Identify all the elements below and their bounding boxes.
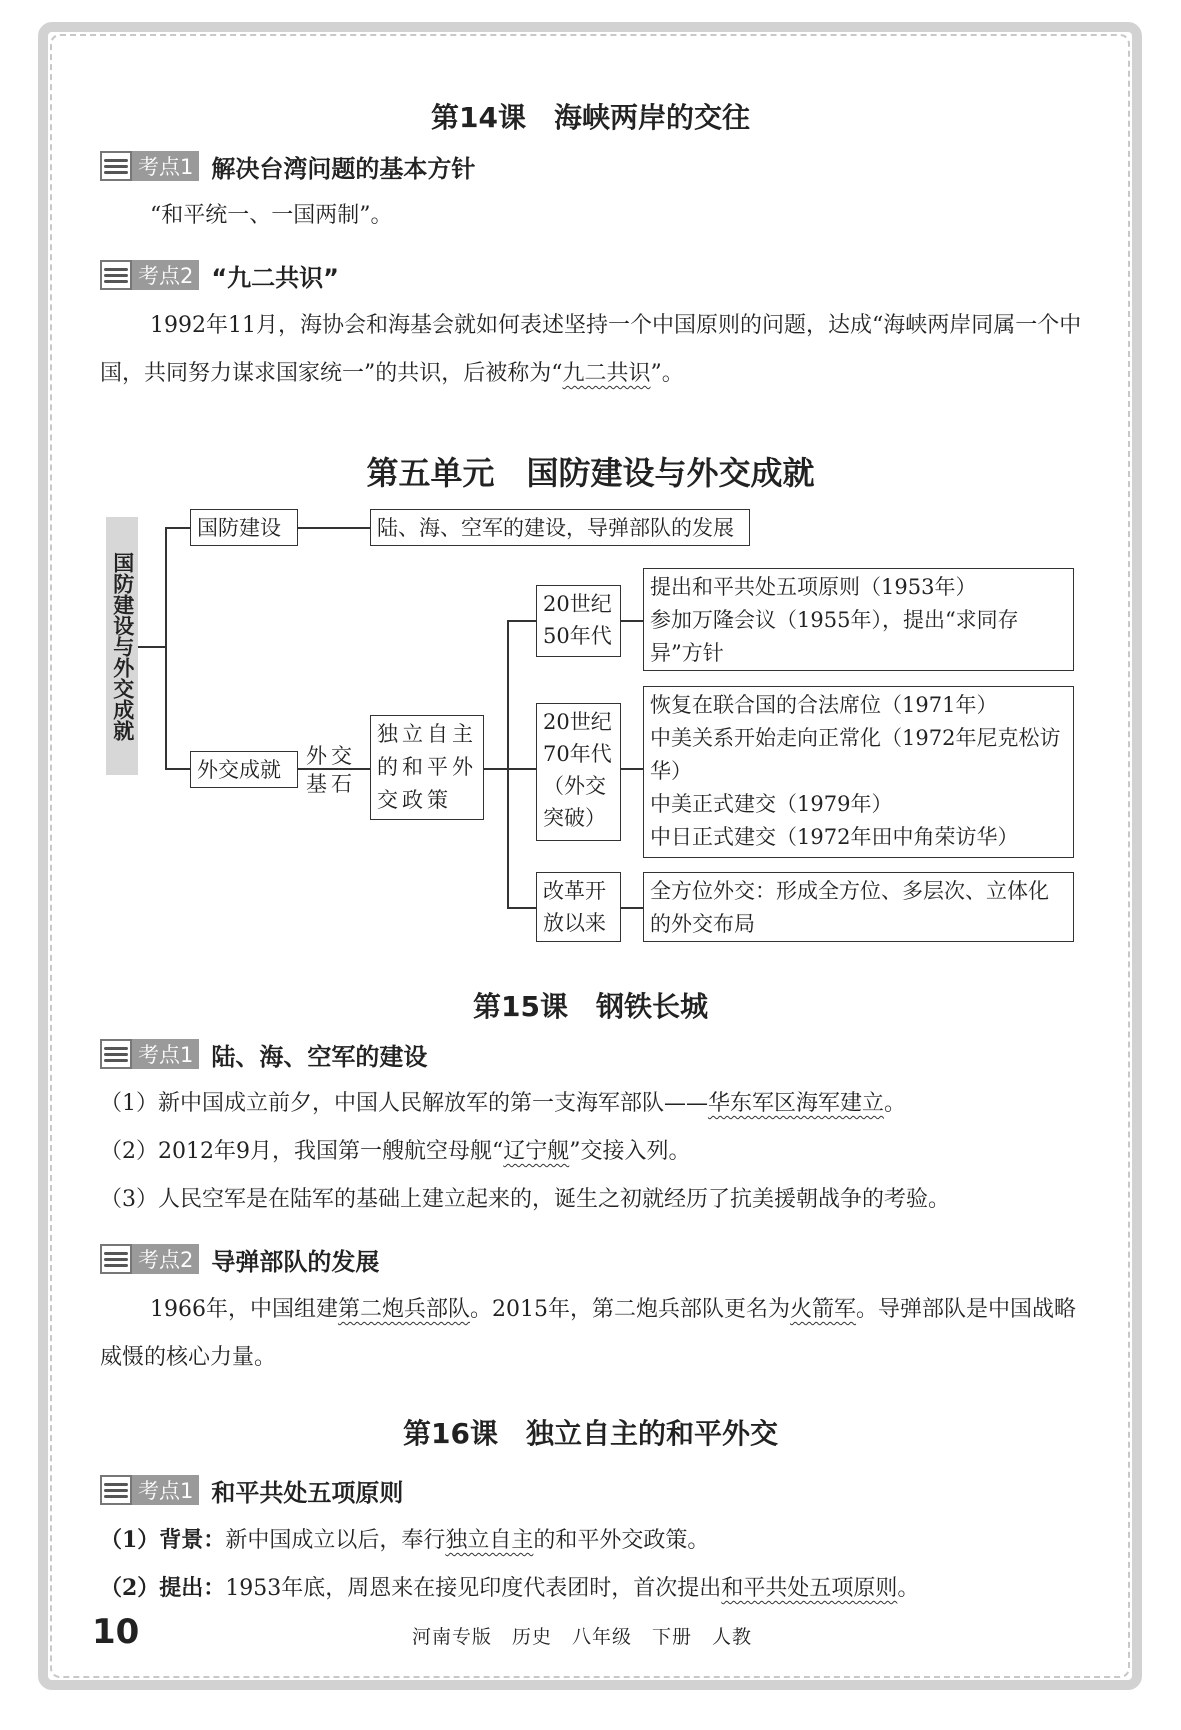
connector-line [507, 620, 537, 622]
mindmap-root [106, 517, 138, 775]
lesson14-kd1-text: “和平统一、一国两制”。 [150, 203, 393, 228]
detail-line: 全方位外交：形成全方位、多层次、立体化的外交布局 [650, 879, 1049, 936]
text-segment: 1966年，中国组建 [150, 1297, 338, 1322]
kaodian-title: 导弹部队的发展 [211, 1247, 380, 1276]
item-label: （1）背景： [100, 1527, 226, 1553]
lesson16-kaodian1 [100, 1474, 403, 1506]
wave-icon [100, 1039, 132, 1069]
text-segment: （1）新中国成立前夕，中国人民解放军的第一支海军部队—— [100, 1091, 708, 1116]
detail-line: 恢复在联合国的合法席位（1971年） [650, 693, 998, 717]
period-1970s-detail [643, 686, 1074, 858]
connector-line [138, 646, 166, 648]
cornerstone-label: 外交基石 [306, 744, 356, 796]
period-1970s: 20世纪70年代（外交突破） [536, 703, 621, 841]
connector-line [484, 768, 508, 770]
mindmap-diplomacy: 外交成就 [190, 751, 298, 788]
connector-line [165, 527, 167, 769]
lesson14-kd2-text [100, 302, 1085, 398]
connector-line [507, 620, 509, 908]
kaodian-badge [100, 260, 199, 290]
page-number: 10 [92, 1612, 140, 1652]
kaodian-title: “九二共识” [211, 263, 339, 292]
emphasis-text: 独立自主 [445, 1528, 534, 1553]
period-reform-detail [643, 872, 1074, 942]
kaodian-label: 考点2 [138, 264, 194, 288]
lesson15-kd1-item3 [100, 1176, 1085, 1224]
connector-line [507, 768, 537, 770]
connector-line [165, 527, 191, 529]
wave-icon [100, 260, 132, 290]
lesson14-kaodian1 [100, 150, 475, 182]
period-1950s: 20世纪50年代 [536, 585, 621, 657]
lesson16-kd1-background [100, 1516, 1085, 1565]
text-segment: 新中国成立以后，奉行 [225, 1528, 446, 1553]
mindmap-policy: 独立自主的和平外交政策 [370, 715, 484, 820]
lesson-15-title: 第15课 钢铁长城 [473, 990, 708, 1023]
text-segment: 。导弹部队是中国战略威慑的核心力量。 [100, 1297, 1077, 1370]
wave-icon [100, 1244, 132, 1274]
lesson15-kaodian2 [100, 1243, 379, 1275]
lesson15-kd1-item2 [100, 1128, 1085, 1176]
detail-line: 参加万隆会议（1955年），提出“求同存异”方针 [650, 608, 1019, 665]
kaodian-label: 考点2 [138, 1248, 194, 1272]
detail-line: 中美正式建交（1979年） [650, 792, 893, 816]
lesson15-kd1-item1 [100, 1080, 1085, 1128]
kaodian-badge [100, 1039, 199, 1069]
wave-icon [100, 1475, 132, 1505]
text-segment: 。2015年，第二炮兵部队更名为 [470, 1297, 791, 1322]
connector-line [621, 620, 643, 622]
lesson-16-title: 第16课 独立自主的和平外交 [403, 1417, 778, 1450]
unit-5-title: 第五单元 国防建设与外交成就 [366, 454, 815, 492]
wave-icon [100, 151, 132, 181]
text-segment: （3）人民空军是在陆军的基础上建立起来的，诞生之初就经历了抗美援朝战争的考验。 [100, 1187, 950, 1212]
mindmap-root-label: 国防建设与外交成就 [110, 551, 135, 741]
mindmap-defense-detail: 陆、海、空军的建设，导弹部队的发展 [370, 509, 750, 546]
emphasis-text: 华东军区海军建立 [708, 1091, 885, 1116]
period-1950s-detail [643, 568, 1074, 671]
mindmap-defense: 国防建设 [190, 509, 298, 546]
kaodian-label: 考点1 [138, 155, 194, 179]
lesson14-kaodian2 [100, 259, 339, 291]
kaodian-title: 陆、海、空军的建设 [211, 1042, 428, 1071]
detail-line: 中日正式建交（1972年田中角荣访华） [650, 825, 1019, 849]
text-segment: 1992年11月，海协会和海基会就如何表述坚持一个中国原则的问题，达成“海峡两岸同属一个中国，共同努力谋求国家统一”的共识，后被称为“ [100, 313, 1082, 386]
lesson15-kd2-text [100, 1286, 1085, 1382]
lesson15-kaodian1 [100, 1038, 427, 1070]
kaodian-badge [100, 151, 199, 181]
lesson-14-title: 第14课 海峡两岸的交往 [431, 101, 750, 134]
lesson16-kd1-proposal [100, 1564, 1085, 1613]
period-reform: 改革开放以来 [536, 872, 621, 942]
connector-line [621, 768, 643, 770]
detail-line: 提出和平共处五项原则（1953年） [650, 575, 977, 599]
connector-line [621, 907, 643, 909]
text-segment: 的和平外交政策。 [533, 1528, 710, 1553]
kaodian-label: 考点1 [138, 1479, 194, 1503]
emphasis-text: 火箭军 [790, 1297, 857, 1322]
connector-line [165, 768, 191, 770]
kaodian-title: 和平共处五项原则 [211, 1478, 404, 1507]
text-segment: （2）2012年9月，我国第一艘航空母舰“ [100, 1139, 504, 1164]
text-segment: ”交接入列。 [569, 1139, 691, 1164]
kaodian-badge [100, 1244, 199, 1274]
text-segment: ”。 [650, 361, 684, 386]
item-label: （2）提出： [100, 1575, 226, 1601]
kaodian-label: 考点1 [138, 1043, 194, 1067]
detail-line: 中美关系开始走向正常化（1972年尼克松访华） [650, 726, 1061, 783]
connector-line [298, 527, 370, 529]
emphasis-text: 九二共识 [562, 361, 651, 386]
kaodian-badge [100, 1475, 199, 1505]
connector-line [507, 907, 537, 909]
text-segment: 1953年底，周恩来在接见印度代表团时，首次提出 [225, 1576, 722, 1601]
text-segment: 。 [897, 1576, 920, 1601]
emphasis-text: 和平共处五项原则 [721, 1576, 898, 1601]
footer-text: 河南专版 历史 八年级 下册 人教 [412, 1626, 753, 1648]
text-segment: 。 [884, 1091, 907, 1116]
emphasis-text: 第二炮兵部队 [338, 1297, 471, 1322]
kaodian-title: 解决台湾问题的基本方针 [211, 154, 476, 183]
emphasis-text: 辽宁舰 [503, 1139, 570, 1164]
